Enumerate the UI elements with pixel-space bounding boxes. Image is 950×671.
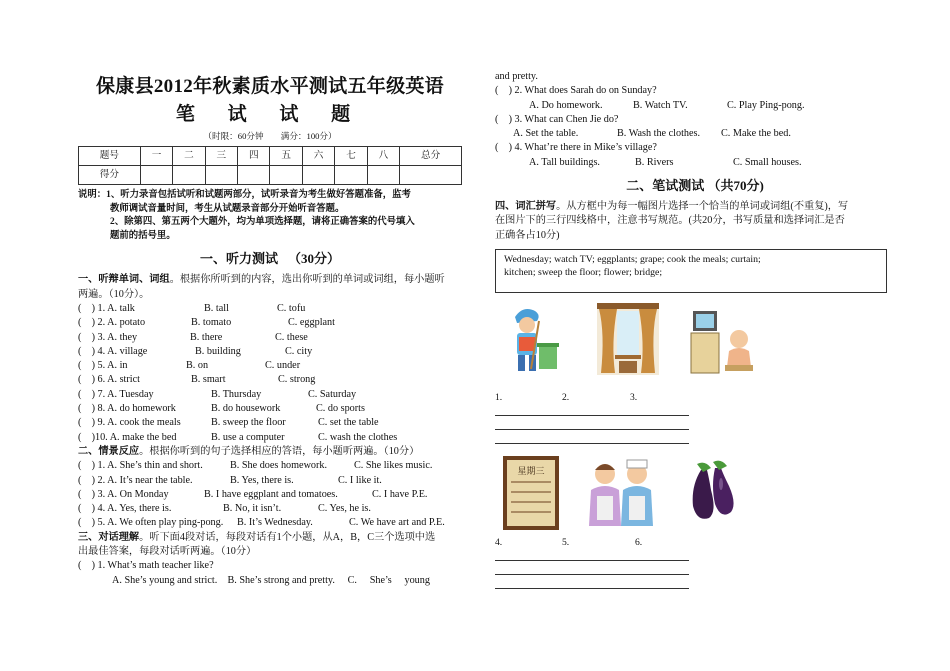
eggplant-icon: [683, 456, 739, 526]
score-table-header-row: [79, 147, 462, 166]
item-option-a: ( ) 4. A. village: [78, 345, 148, 357]
score-blank[interactable]: [140, 166, 172, 185]
answer-numbers-row-2: [495, 536, 895, 550]
item-option-b: B. on: [186, 360, 209, 372]
calendar-wednesday-icon: [503, 456, 559, 530]
calendar-label: 星期三: [517, 466, 545, 477]
answer-number: 2.: [562, 391, 570, 403]
item-option-b: B. there: [190, 331, 223, 343]
list-item: [78, 488, 462, 502]
part4-heading: [495, 200, 895, 214]
part1-heading: [78, 273, 462, 287]
part4-heading-line3: 正确各占10分): [495, 229, 560, 241]
item-option-a: ( ) 5. A. in: [78, 360, 128, 372]
writing-line[interactable]: [495, 430, 689, 444]
item-option-a: ( )10. A. make the bed: [78, 431, 177, 443]
list-item: [78, 416, 462, 430]
option-c: C. Make the bed.: [721, 128, 791, 140]
part3-question-2: ( ) 2. What does Sarah do on Sunday?: [495, 85, 657, 97]
part2-heading-rest: 。根据你听到的句子选择相应的答语，每小题听两遍。（10分）: [139, 445, 420, 457]
list-item: [78, 388, 462, 402]
answer-number: 5.: [562, 536, 570, 548]
item-option-b: B. I have eggplant and tomatoes.: [204, 488, 338, 500]
item-option-a: ( ) 2. A. It’s near the table.: [78, 474, 193, 486]
item-option-b: B. tomato: [191, 317, 232, 329]
score-cell: 总分: [400, 147, 462, 166]
score-cell: 得分: [79, 166, 141, 185]
item-option-c: C. these: [275, 331, 308, 343]
word-bank-line: Wednesday; watch TV; eggplants; grape; cook the meals; curtain;: [504, 253, 761, 265]
exam-subtitle: 笔 试 试 题: [175, 104, 365, 125]
list-item: [78, 474, 462, 488]
list-item: [78, 359, 462, 373]
part2-list: [78, 459, 462, 530]
section-title-text: 一、听力测试: [199, 251, 278, 267]
list-item: [78, 402, 462, 416]
item-option-a: ( ) 4. A. Yes, there is.: [78, 503, 172, 515]
list-item: [78, 316, 462, 330]
item-option-a: ( ) 1. A. talk: [78, 302, 135, 314]
part3-question-2-options: [495, 99, 895, 113]
option-b: B. Rivers: [635, 156, 674, 168]
score-cell: 六: [302, 147, 334, 166]
item-option-a: ( ) 9. A. cook the meals: [78, 417, 181, 429]
score-cell: 五: [270, 147, 302, 166]
score-cell: 二: [173, 147, 205, 166]
section-points: （30分）: [288, 251, 341, 267]
score-blank[interactable]: [302, 166, 334, 185]
option-a: A. Set the table.: [513, 128, 579, 140]
score-cell: 七: [335, 147, 367, 166]
score-blank[interactable]: [270, 166, 302, 185]
answer-number: 1.: [495, 391, 503, 403]
list-item: [78, 302, 462, 316]
instructions: [78, 189, 462, 243]
part3-question-4: ( ) 4. What’re there in Mike’s village?: [495, 142, 657, 154]
picture-row-1: [495, 303, 895, 391]
option-c: C. Small houses.: [733, 156, 802, 168]
right-column: [495, 70, 895, 589]
answer-numbers-row-1: [495, 391, 895, 405]
continued-text: and pretty.: [495, 71, 538, 82]
instruction-line: 2、除第四、第五两个大题外，均为单项选择题，请将正确答案的代号填入: [110, 217, 415, 228]
part4-heading-line2: 在图片下的三行四线格中，注意书写规范。(共20分，书写质量和选择词汇是否: [495, 215, 845, 227]
part1-list: [78, 302, 462, 445]
section-title-written: 二、笔试测试 （共70分): [626, 178, 764, 194]
score-cell: 一: [140, 147, 172, 166]
list-item: [78, 373, 462, 387]
item-option-c: C. Saturday: [308, 388, 357, 400]
item-option-a: ( ) 7. A. Tuesday: [78, 388, 154, 400]
score-blank[interactable]: [173, 166, 205, 185]
sweeping-boy-icon: [501, 303, 563, 375]
instruction-line: 说明：1、听力录音包括试听和试题两部分，试听录音为考生做好答题准备，监考: [78, 190, 411, 200]
item-option-c: C. Yes, he is.: [318, 503, 371, 515]
score-cell: 四: [238, 147, 270, 166]
item-option-b: B. Thursday: [211, 388, 262, 400]
item-option-a: ( ) 6. A. strict: [78, 374, 140, 386]
list-item: [78, 331, 462, 345]
part3-question-3: ( ) 3. What can Chen Jie do?: [495, 113, 619, 125]
item-option-a: ( ) 2. A. potato: [78, 317, 146, 329]
option-b: B. Watch TV.: [633, 99, 688, 111]
writing-line[interactable]: [495, 575, 689, 589]
section-title-listening: [78, 249, 462, 269]
item-option-b: B. Yes, there is.: [230, 474, 294, 486]
option-a: A. Do homework.: [529, 99, 603, 111]
item-option-b: B. building: [195, 345, 241, 357]
part1-heading-line2: 两遍。（10分）。: [78, 288, 150, 300]
curtain-icon: [597, 303, 659, 375]
item-option-c: C. I have P.E.: [372, 488, 428, 500]
score-cell: 八: [367, 147, 399, 166]
left-column: [78, 72, 462, 588]
answer-number: 3.: [630, 391, 638, 403]
option-b: B. Wash the clothes.: [617, 128, 701, 140]
item-option-c: C. under: [265, 360, 301, 372]
item-option-b: B. do housework: [211, 403, 281, 415]
list-item: [78, 459, 462, 473]
item-option-c: C. strong: [278, 374, 316, 386]
item-option-c: C. eggplant: [288, 317, 335, 329]
score-blank[interactable]: [238, 166, 270, 185]
instruction-line: 教师调试音量时间，考生从试题录音部分开始听音答题。: [110, 203, 345, 214]
score-blank[interactable]: [205, 166, 237, 185]
part3-heading-bold: 三、对话理解: [78, 531, 140, 543]
time-note: （时限：60分钟 满分：100分）: [203, 131, 337, 141]
part3-question-4-options: [495, 156, 895, 170]
score-cell: 题号: [79, 147, 141, 166]
item-option-a: ( ) 8. A. do homework: [78, 403, 176, 415]
score-blank[interactable]: [400, 166, 462, 185]
part4-heading-rest: 。从方框中为每一幅图片选择一个恰当的单词或词组(不重复)，写: [556, 201, 849, 213]
item-option-b: B. No, it isn’t.: [223, 503, 282, 515]
part2-heading-bold: 二、情景反应: [78, 445, 140, 457]
list-item: [78, 345, 462, 359]
item-option-c: C. We have art and P.E.: [349, 517, 445, 529]
item-option-b: B. She does homework.: [230, 460, 328, 472]
part3-heading-line2: 出最佳答案，每段对话听两遍。（10分）: [78, 546, 257, 558]
part4-heading-bold: 四、词汇拼写: [495, 201, 557, 213]
score-blank[interactable]: [335, 166, 367, 185]
item-option-c: C. wash the clothes: [318, 431, 398, 443]
part3-question-3-options: [495, 127, 895, 141]
score-blank[interactable]: [367, 166, 399, 185]
score-table-score-row: [79, 166, 462, 185]
list-item: [78, 502, 462, 516]
watch-tv-icon: [689, 305, 755, 377]
item-option-b: B. It’s Wednesday.: [237, 517, 313, 529]
item-option-b: B. use a computer: [211, 431, 285, 443]
part3-heading-rest: 。听下面4段对话，每段对话有1个小题，从A，B，C三个选项中选: [139, 531, 436, 543]
exam-title: 保康县2012年秋素质水平测试五年级英语: [95, 76, 444, 97]
score-table: [78, 146, 462, 185]
writing-line[interactable]: [495, 416, 689, 430]
item-option-c: C. I like it.: [338, 474, 382, 486]
item-option-a: ( ) 5. A. We often play ping-pong.: [78, 517, 224, 529]
picture-row-2: [495, 456, 895, 536]
item-option-c: C. city: [285, 345, 313, 357]
item-option-b: B. sweep the floor: [211, 417, 286, 429]
list-item: [78, 516, 462, 530]
part3-question-1: ( ) 1. What’s math teacher like?: [78, 560, 214, 572]
part3-heading: [78, 531, 462, 545]
writing-line[interactable]: [495, 561, 689, 575]
score-cell: 三: [205, 147, 237, 166]
item-option-a: ( ) 3. A. On Monday: [78, 488, 169, 500]
cooking-couple-icon: [583, 456, 661, 530]
part3-question-1-options: A. She’s young and strict. B. She’s strong and pretty. C. She’s young: [112, 574, 430, 586]
part1-heading-bold: 一、听辩单词、词组: [78, 274, 170, 286]
part1-heading-rest: 。根据你所听到的内容，选出你听到的单词或词组，每小题听: [169, 274, 445, 286]
item-option-c: C. do sports: [316, 403, 365, 415]
part2-heading: [78, 445, 462, 459]
option-a: A. Tall buildings.: [529, 156, 600, 168]
item-option-b: B. tall: [204, 302, 229, 314]
item-option-c: C. tofu: [277, 302, 306, 314]
word-bank-box: [495, 249, 887, 293]
list-item: [78, 431, 462, 445]
item-option-c: C. She likes music.: [354, 460, 433, 472]
item-option-a: ( ) 1. A. She’s thin and short.: [78, 460, 203, 472]
word-bank-line: kitchen; sweep the floor; flower; bridge;: [504, 267, 663, 279]
instruction-line: 题前的括号里。: [110, 230, 176, 241]
item-option-c: C. set the table: [318, 417, 379, 429]
item-option-b: B. smart: [191, 374, 226, 386]
option-c: C. Play Ping-pong.: [727, 99, 805, 111]
answer-number: 4.: [495, 536, 503, 548]
answer-number: 6.: [635, 536, 643, 548]
item-option-a: ( ) 3. A. they: [78, 331, 138, 343]
